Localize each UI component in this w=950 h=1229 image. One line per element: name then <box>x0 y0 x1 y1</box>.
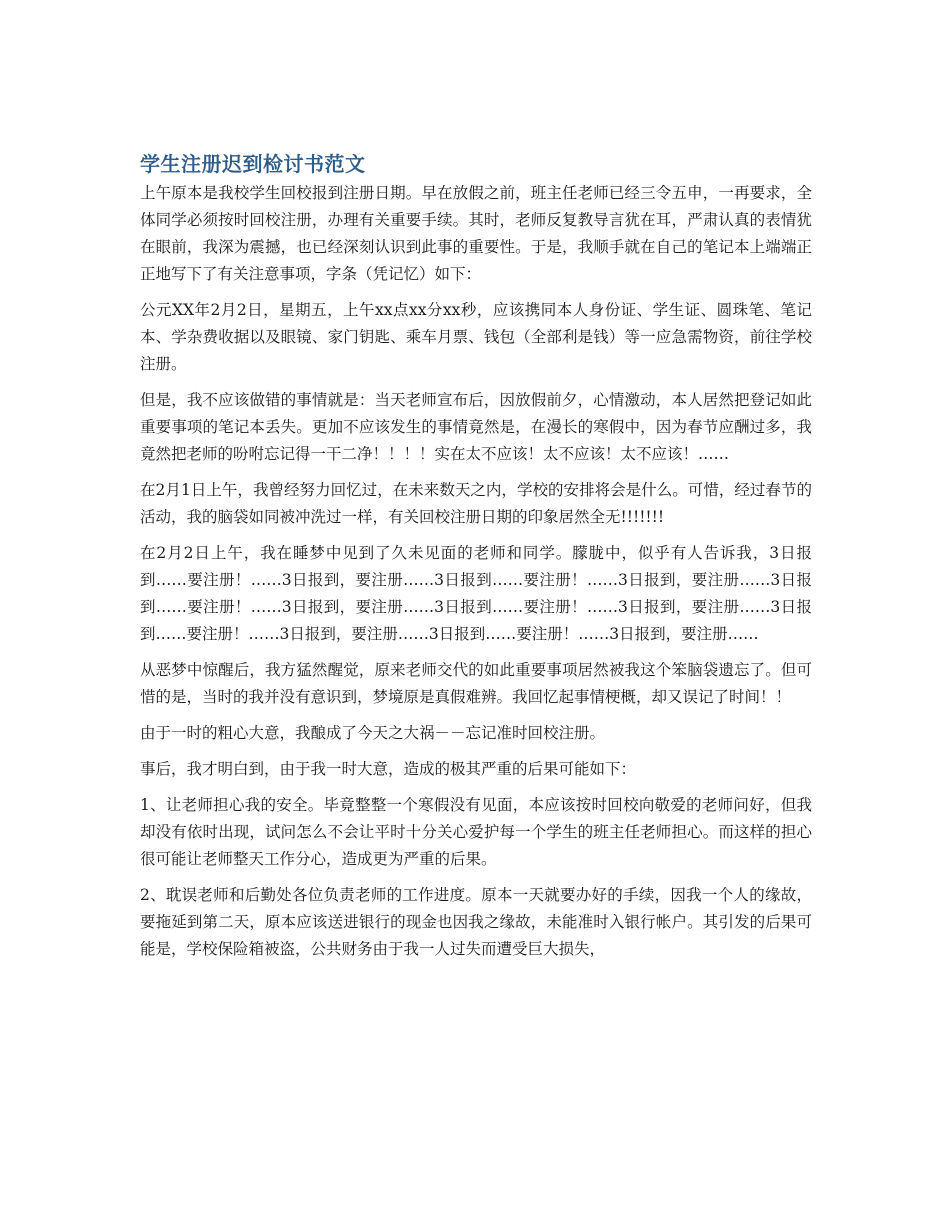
paragraph-1: 上午原本是我校学生回校报到注册日期。早在放假之前，班主任老师已经三令五申，一再要求，全体同学必须按时回校注册，办理有关重要手续。其时，老师反复教导言犹在耳，严肃认真的表情犹在眼前，我深为震撼，也已经深刻认识到此事的重要性。于是，我顺手就在自己的笔记本上端端正正地写下了有关注意事项，字条（凭记忆）如下： <box>140 184 812 283</box>
paragraph-8: 事后，我才明白到，由于我一时大意，造成的极其严重的后果可能如下： <box>140 760 637 778</box>
document-title: 学生注册迟到检讨书范文 <box>140 152 366 176</box>
paragraph-2: 公元XX年2月2日，星期五，上午xx点xx分xx秒，应该携同本人身份证、学生证、圆珠笔、笔记本、学杂费收据以及眼镜、家门钥匙、乘车月票、钱包（全部利是钱）等一应急需物资，前往学校注册。 <box>140 301 812 373</box>
paragraph-6: 从恶梦中惊醒后，我方猛然醒觉，原来老师交代的如此重要事项居然被我这个笨脑袋遗忘了。但可惜的是，当时的我并没有意识到，梦境原是真假难辨。我回忆起事情梗概，却又误记了时间！！ <box>140 661 812 706</box>
paragraph-4: 在2月1日上午，我曾经努力回忆过，在未来数天之内，学校的安排将会是什么。可惜，经过春节的活动，我的脑袋如同被冲洗过一样，有关回校注册日期的印象居然全无!!!!!!! <box>140 481 812 526</box>
paragraph-9: 1、让老师担心我的安全。毕竟整整一个寒假没有见面，本应该按时回校向敬爱的老师问好，但我却没有依时出现，试问怎么不会让平时十分关心爱护每一个学生的班主任老师担心。而这样的担心很可能让老师整天工作分心，造成更为严重的后果。 <box>140 796 812 868</box>
paragraph-7: 由于一时的粗心大意，我酿成了今天之大祸－－忘记准时回校注册。 <box>140 724 606 742</box>
paragraph-5: 在2月2日上午，我在睡梦中见到了久未见面的老师和同学。朦胧中，似乎有人告诉我，3日报到……要注册！……3日报到，要注册……3日报到……要注册！……3日报到，要注册……3日报到……要注册！……3日报到，要注册……3日报到……要注册！……3日报到，要注册……3日报到……要注册！……3日报到，要注册……3日报到……要注册！……3日报到，要注册…… <box>140 544 812 643</box>
document-page <box>140 148 812 972</box>
paragraph-10: 2、耽误老师和后勤处各位负责老师的工作进度。原本一天就要办好的手续，因我一个人的缘故，要拖延到第二天，原本应该送进银行的现金也因我之缘故，未能准时入银行帐户。其引发的后果可能是，学校保险箱被盗，公共财务由于我一人过失而遭受巨大损失， <box>140 886 812 958</box>
paragraph-3: 但是，我不应该做错的事情就是：当天老师宣布后，因放假前夕，心情激动，本人居然把登记如此重要事项的笔记本丢失。更加不应该发生的事情竟然是，在漫长的寒假中，因为春节应酬过多，我竟然把老师的吩咐忘记得一干二净！！！！实在太不应该！太不应该！太不应该！…… <box>140 391 812 463</box>
